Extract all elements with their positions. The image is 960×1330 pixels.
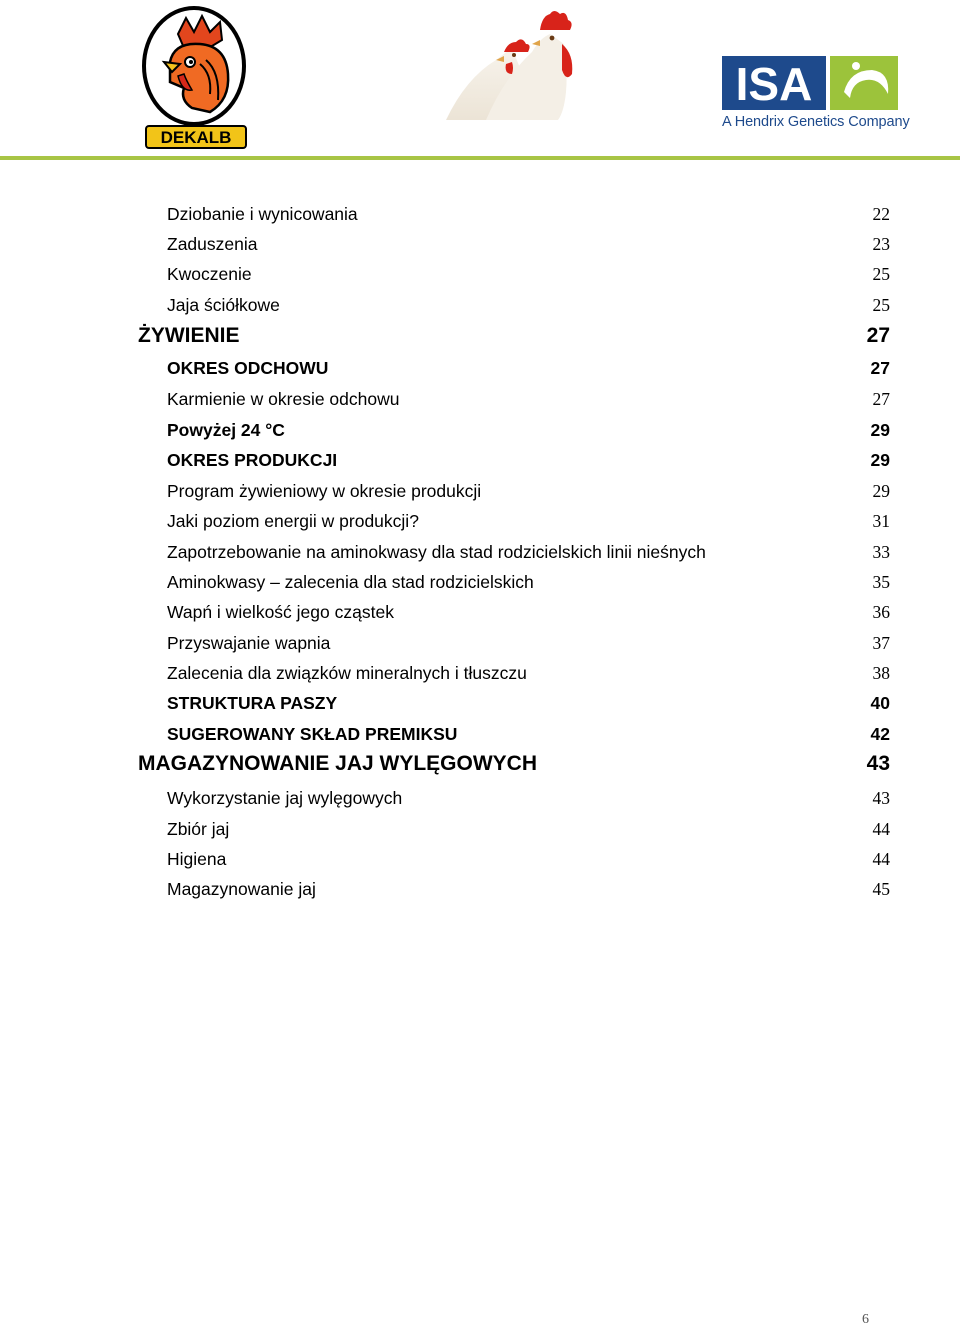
toc-entry-label: Aminokwasy – zalecenia dla stad rodzicielskich bbox=[167, 572, 534, 592]
toc-row[interactable] bbox=[0, 722, 960, 752]
toc-entry-page: 38 bbox=[872, 663, 890, 683]
toc-row[interactable] bbox=[0, 479, 960, 509]
toc-entry-label: ŻYWIENIE bbox=[138, 324, 240, 347]
toc-entry-label: Jaki poziom energii w produkcji? bbox=[167, 511, 419, 531]
toc-entry-label: Jaja ściółkowe bbox=[167, 295, 280, 315]
toc-row[interactable] bbox=[0, 817, 960, 847]
toc-row[interactable] bbox=[0, 509, 960, 539]
toc-row[interactable] bbox=[0, 600, 960, 630]
toc-entry-page: 29 bbox=[872, 481, 890, 501]
toc-row[interactable] bbox=[0, 448, 960, 478]
toc-entry-page: 29 bbox=[870, 420, 890, 440]
toc-row[interactable] bbox=[0, 570, 960, 600]
toc-entry-label: Zbiór jaj bbox=[167, 819, 230, 839]
toc-entry-page: 23 bbox=[872, 234, 890, 254]
isa-logo-icon bbox=[720, 54, 910, 134]
toc-entry-page: 29 bbox=[870, 450, 890, 470]
toc-entry-page: 43 bbox=[872, 788, 890, 808]
toc-entry-page: 45 bbox=[872, 879, 890, 899]
toc-entry-page: 35 bbox=[872, 572, 890, 592]
toc-entry-page: 43 bbox=[866, 752, 890, 775]
toc-entry-page: 40 bbox=[870, 693, 890, 713]
toc-row[interactable] bbox=[0, 661, 960, 691]
toc-entry-label: Dziobanie i wynicowania bbox=[167, 204, 358, 224]
toc-entry-label: STRUKTURA PASZY bbox=[167, 693, 338, 713]
toc-row[interactable] bbox=[0, 232, 960, 262]
toc-entry-page: 42 bbox=[870, 724, 890, 744]
header-divider bbox=[0, 156, 960, 160]
toc-entry-label: Zalecenia dla związków mineralnych i tłuszczu bbox=[167, 663, 527, 683]
toc-row[interactable] bbox=[0, 202, 960, 232]
toc-entry-label: Zapotrzebowanie na aminokwasy dla stad rodzicielskich linii nieśnych bbox=[167, 542, 706, 562]
toc-row[interactable] bbox=[0, 540, 960, 570]
toc-row[interactable] bbox=[0, 877, 960, 907]
isa-tagline: A Hendrix Genetics Company bbox=[722, 114, 910, 130]
toc-row[interactable] bbox=[0, 293, 960, 323]
toc-entry-label: Wapń i wielkość jego cząstek bbox=[167, 602, 394, 622]
toc-entry-page: 44 bbox=[872, 819, 890, 839]
toc-entry-label: Magazynowanie jaj bbox=[167, 879, 316, 899]
toc-entry-label: Wykorzystanie jaj wylęgowych bbox=[167, 788, 403, 808]
toc-entry-label: Karmienie w okresie odchowu bbox=[167, 389, 400, 409]
toc-entry-label: Program żywieniowy w okresie produkcji bbox=[167, 481, 482, 501]
toc-row[interactable] bbox=[0, 262, 960, 292]
toc-row[interactable] bbox=[0, 752, 960, 782]
toc-entry-page: 27 bbox=[872, 389, 890, 409]
rooster-logo-icon bbox=[140, 4, 252, 150]
toc-entry-label: SUGEROWANY SKŁAD PREMIKSU bbox=[167, 724, 458, 744]
toc-entry-page: 31 bbox=[872, 511, 890, 531]
hens-photo-icon bbox=[446, 8, 582, 120]
page-header bbox=[0, 0, 960, 162]
toc-entry-page: 33 bbox=[872, 542, 890, 562]
toc-entry-page: 37 bbox=[872, 633, 890, 653]
toc-entry-label: Kwoczenie bbox=[167, 264, 252, 284]
toc-entry-page: 27 bbox=[866, 324, 890, 347]
toc-row[interactable] bbox=[0, 631, 960, 661]
toc-entry-page: 25 bbox=[872, 295, 890, 315]
toc-row[interactable] bbox=[0, 691, 960, 721]
toc-entry-label: Higiena bbox=[167, 849, 227, 869]
toc-row[interactable] bbox=[0, 356, 960, 386]
toc-row[interactable] bbox=[0, 418, 960, 448]
toc-entry-page: 36 bbox=[872, 602, 890, 622]
toc-entry-page: 44 bbox=[872, 849, 890, 869]
toc-entry-label: Przyswajanie wapnia bbox=[167, 633, 331, 653]
toc-entry-page: 25 bbox=[872, 264, 890, 284]
toc-row[interactable] bbox=[0, 847, 960, 877]
toc-entry-label: MAGAZYNOWANIE JAJ WYLĘGOWYCH bbox=[138, 752, 538, 775]
toc-entry-page: 22 bbox=[872, 204, 890, 224]
toc-entry-label: OKRES PRODUKCJI bbox=[167, 450, 338, 470]
toc-row[interactable] bbox=[0, 387, 960, 417]
toc-entry-label: Powyżej 24 °C bbox=[167, 420, 285, 440]
toc-entry-label: Zaduszenia bbox=[167, 234, 258, 254]
page-number: 6 bbox=[862, 1312, 869, 1327]
toc-entry-page: 27 bbox=[870, 358, 890, 378]
svg-text:ISA: ISA bbox=[735, 58, 813, 110]
svg-text:DEKALB: DEKALB bbox=[160, 128, 232, 147]
toc-entry-label: OKRES ODCHOWU bbox=[167, 358, 329, 378]
toc-row[interactable] bbox=[0, 324, 960, 354]
toc-row[interactable] bbox=[0, 786, 960, 816]
